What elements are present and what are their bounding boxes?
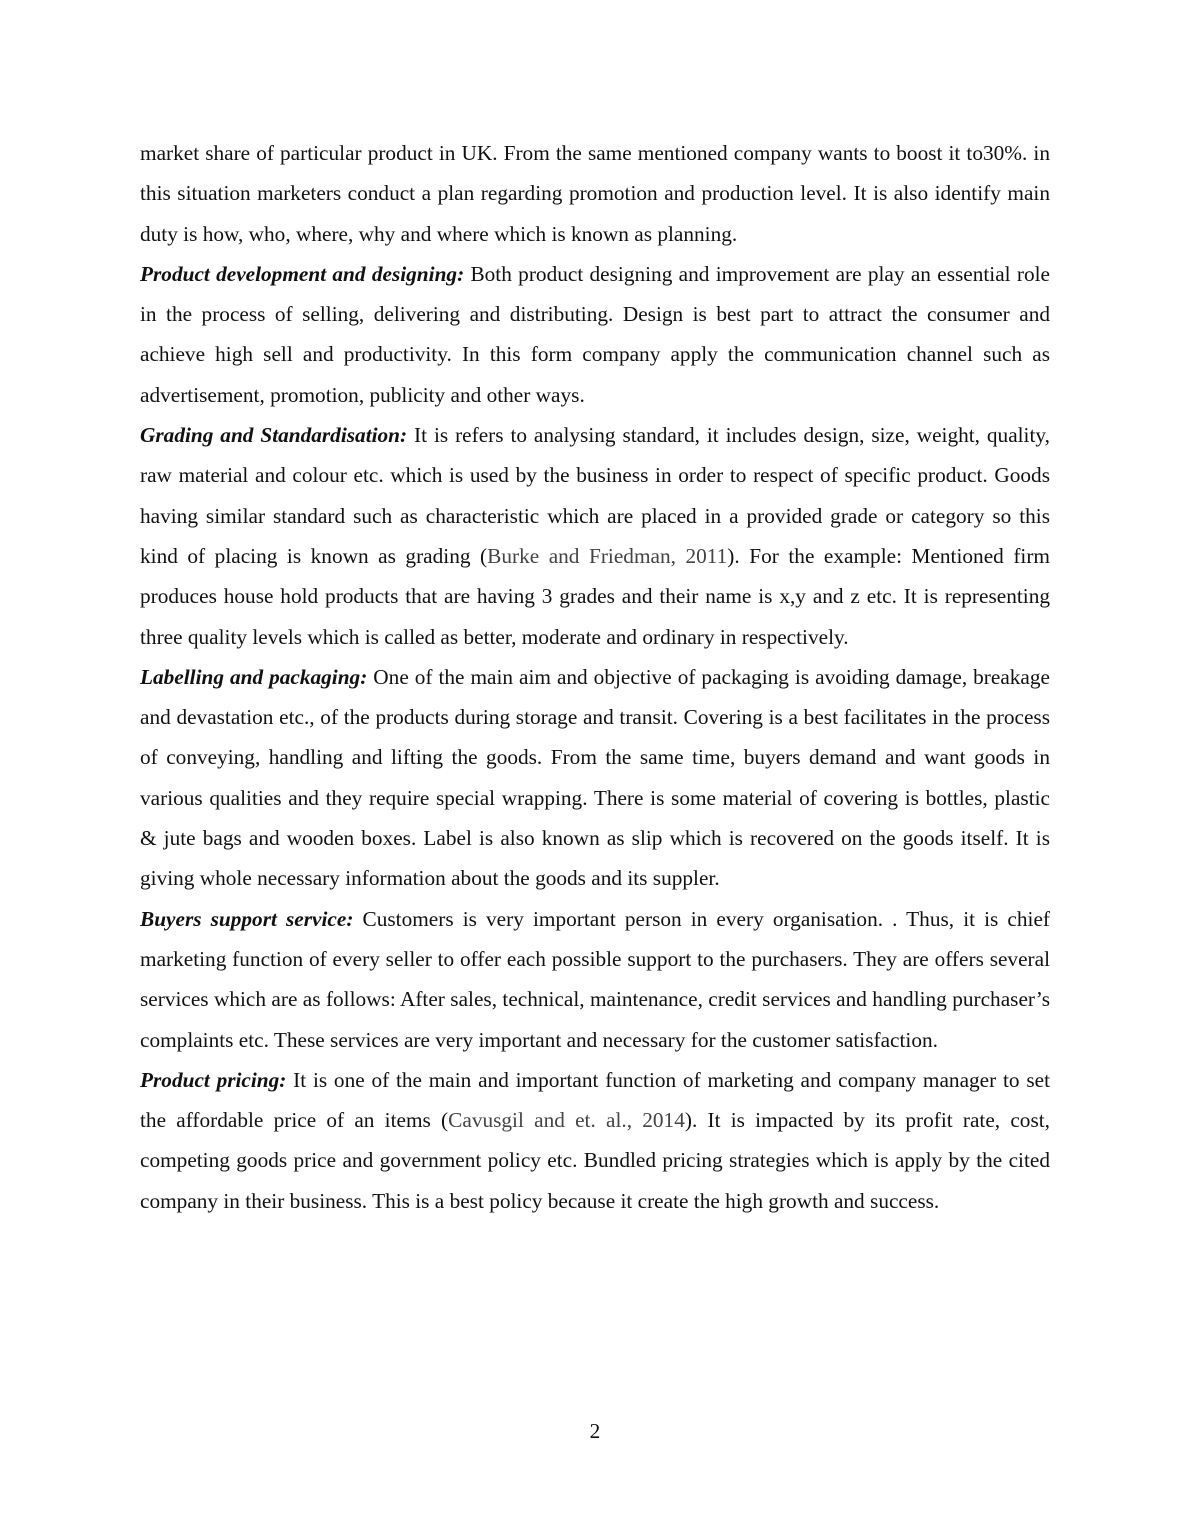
citation: Cavusgil and et. al., 2014 <box>448 1108 685 1133</box>
paragraph-text: Customers is very important person in every organisation. . Thus, it is chief marketing function of every seller to offer each possible support to the purchasers. They are offers several services which are as follows: After sales, technical, maintenance, credit services and handling purchaser’s complaints etc. These services are very important and necessary for the customer satisfaction. <box>140 906 1050 1052</box>
section-heading: Labelling and packaging: <box>140 664 368 689</box>
citation: Burke and Friedman, 2011 <box>487 543 728 568</box>
paragraph-labelling-packaging <box>140 657 1050 899</box>
paragraph-text: ). For the example: Mentioned firm produces house hold products that are having 3 grades and their name is x,y and z etc. It is representing three quality levels which is called as better, moderate and ordinary in respectively. <box>140 543 1050 649</box>
paragraph-text: ). It is impacted by its profit rate, cost, competing goods price and government policy etc. Bundled pricing strategies which is apply by the cited company in their business. This is a best policy because it create the high growth and success. <box>140 1108 1050 1213</box>
paragraph-text: It is refers to analysing standard, it includes design, size, weight, quality, raw material and colour etc. which is used by the business in order to respect of specific product. Goods having similar standard such as characteristic which are placed in a provided grade or category so this kind of placing is known as grading ( <box>140 423 1050 568</box>
paragraph-text: Both product designing and improvement are play an essential role in the process of selling, delivering and distributing. Design is best part to attract the consumer and achieve high sell and productivity. In this form company apply the communication channel such as advertisement, promotion, publicity and other ways. <box>140 261 1050 407</box>
paragraph-text: It is one of the main and important function of marketing and company manager to set the affordable price of an items ( <box>140 1067 1050 1133</box>
paragraph-product-development <box>140 254 1050 415</box>
document-body <box>140 133 1050 1221</box>
paragraph-text: One of the main aim and objective of packaging is avoiding damage, breakage and devastation etc., of the products during storage and transit. Covering is a best facilitates in the process of conveying, handling and lifting the goods. From the same time, buyers demand and want goods in various qualities and they require special wrapping. There is some material of covering is bottles, plastic & jute bags and wooden boxes. Label is also known as slip which is recovered on the goods itself. It is giving whole necessary information about the goods and its suppler. <box>140 664 1050 891</box>
page-number: 2 <box>589 1419 601 1443</box>
section-heading: Buyers support service: <box>140 906 354 931</box>
paragraph-text: market share of particular product in UK. From the same mentioned company wants to boost it to30%. in this situation marketers conduct a plan regarding promotion and production level. It is also identify main duty is how, who, where, why and where which is known as planning. <box>140 141 1050 246</box>
section-heading: Product development and designing: <box>140 261 465 286</box>
paragraph-product-pricing <box>140 1060 1050 1221</box>
paragraph-grading-standardisation <box>140 415 1050 657</box>
section-heading: Product pricing: <box>140 1067 287 1092</box>
section-heading: Grading and Standardisation: <box>140 423 408 448</box>
paragraph-buyers-support <box>140 899 1050 1060</box>
paragraph-planning-continued <box>140 133 1050 254</box>
